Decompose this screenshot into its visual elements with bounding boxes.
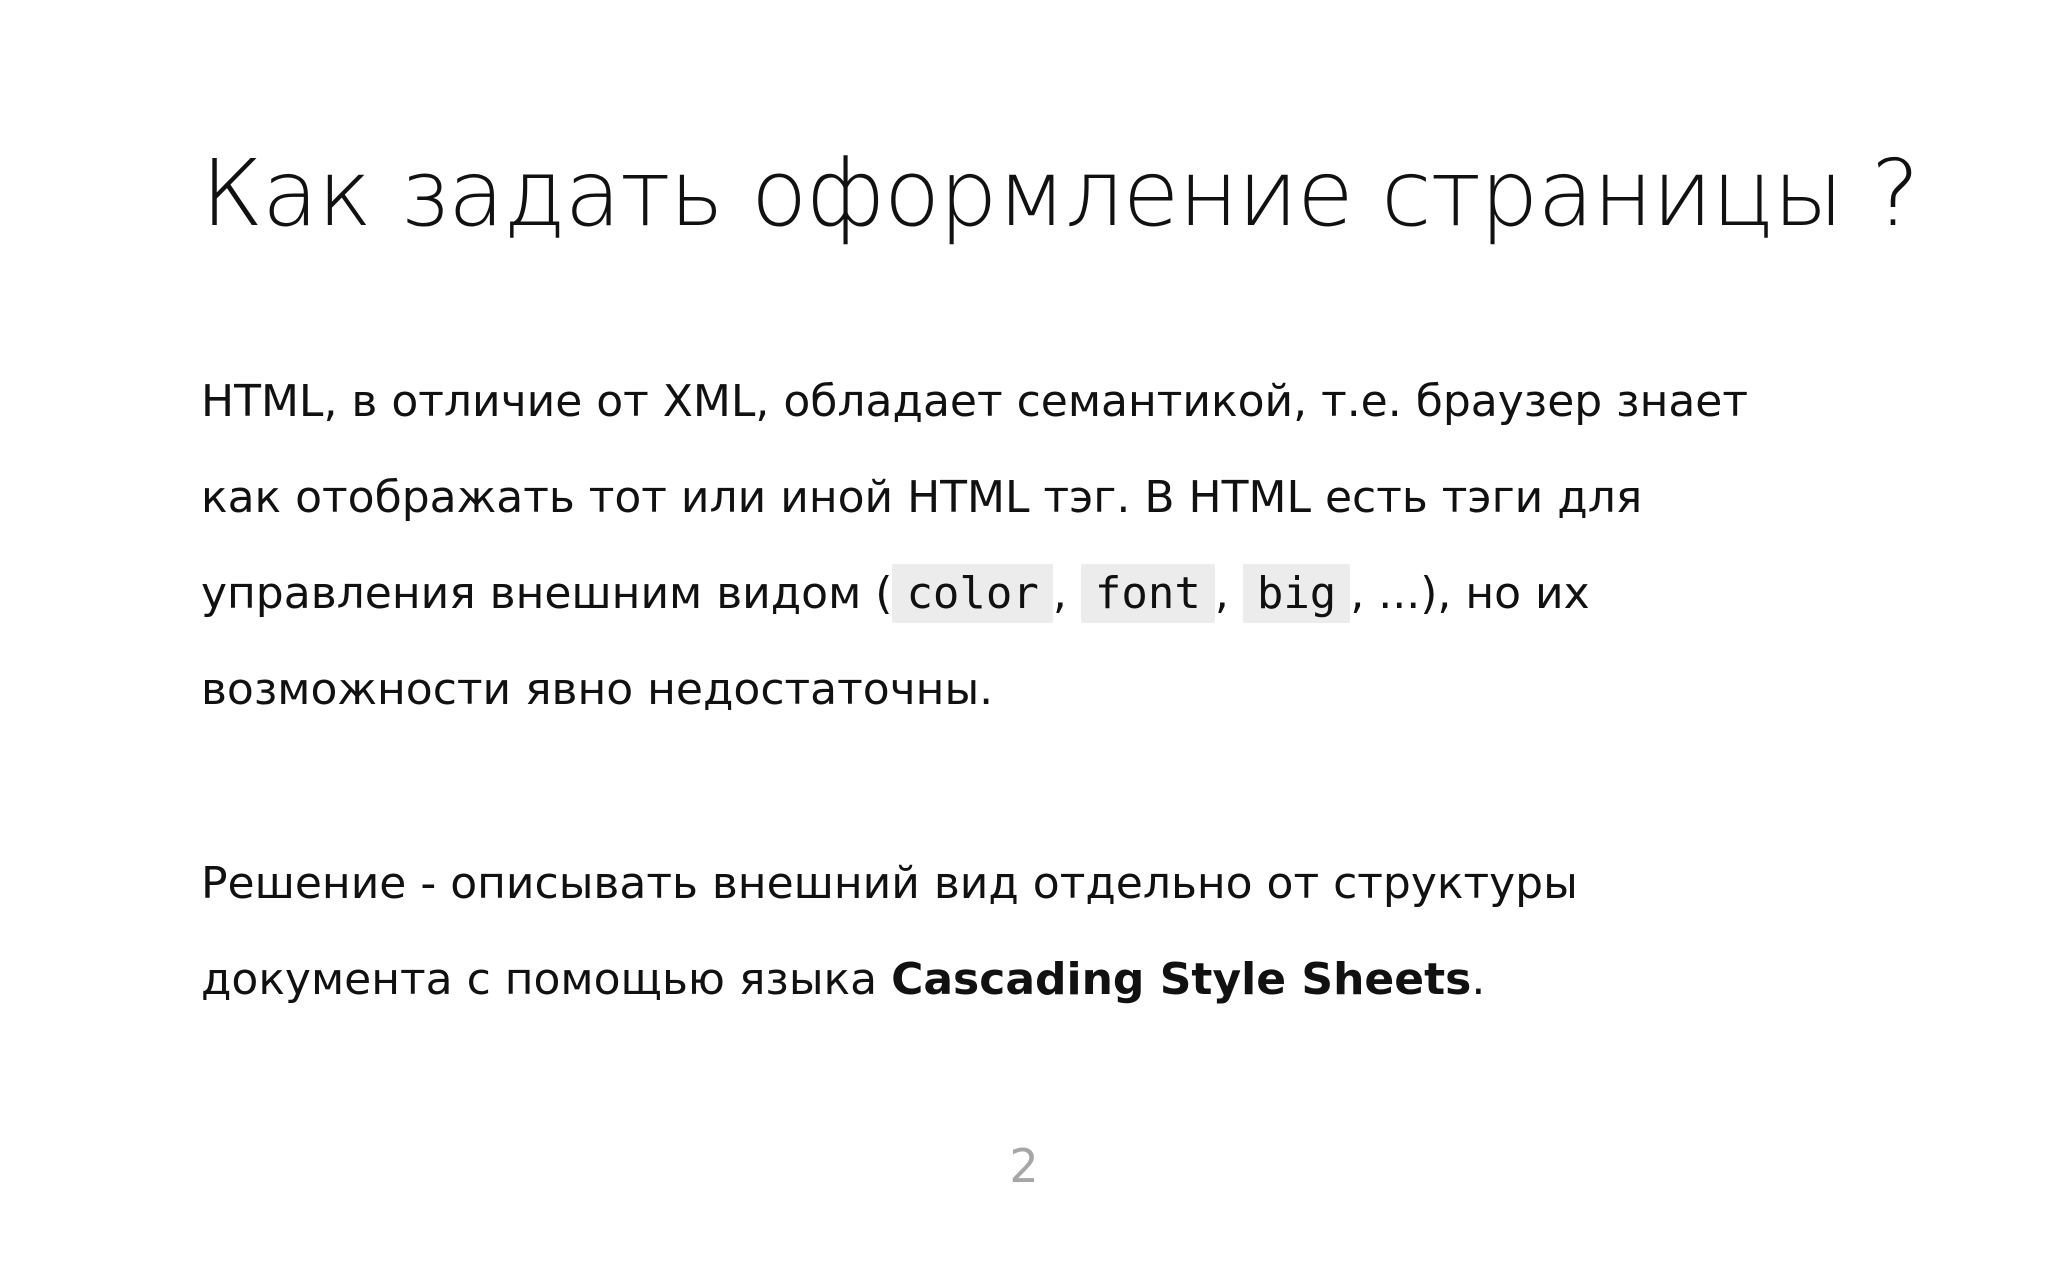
text-fragment: , ...), но их [1350, 568, 1590, 619]
separator: , [1214, 568, 1243, 619]
paragraph-line: Решение - описывать внешний вид отдельно от структуры [201, 858, 1578, 909]
separator: , [1052, 568, 1081, 619]
text-fragment: управления внешним видом ( [201, 568, 893, 619]
text-fragment: . [1471, 954, 1486, 1005]
code-color: color [892, 564, 1052, 623]
slide-title: Как задать оформление страницы ? [201, 140, 1919, 247]
paragraph-line-with-code [201, 546, 1861, 642]
css-term: Cascading Style Sheets [891, 954, 1472, 1005]
code-big: big [1243, 564, 1350, 623]
paragraph-html-semantics [201, 354, 1861, 738]
text-fragment: документа с помощью языка [201, 954, 892, 1005]
paragraph-line: HTML, в отличие от XML, обладает семантикой, т.е. браузер знает [201, 376, 1749, 427]
paragraph-solution [201, 836, 1861, 1028]
paragraph-line: как отображать тот или иной HTML тэг. В HTML есть тэги для [201, 472, 1643, 523]
paragraph-line: возможности явно недостаточны. [201, 664, 994, 715]
code-font: font [1081, 564, 1215, 623]
page-number: 2 [1009, 1139, 1039, 1193]
paragraph-line-with-bold [201, 932, 1861, 1028]
